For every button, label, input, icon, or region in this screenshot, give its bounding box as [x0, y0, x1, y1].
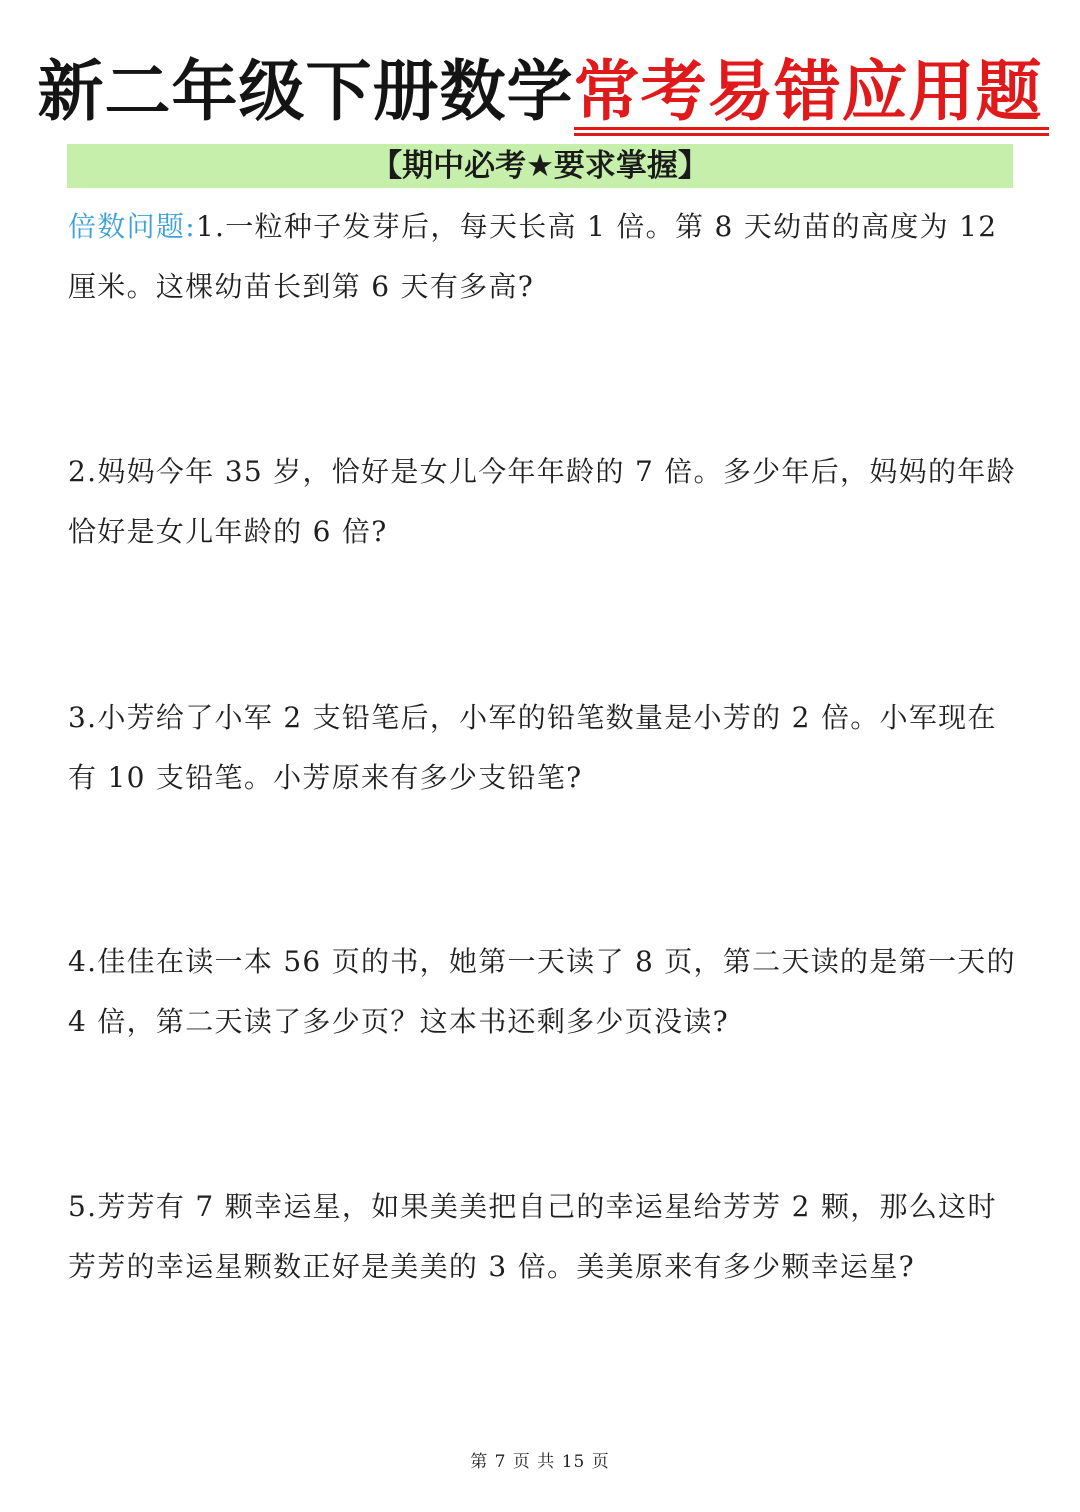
page-title: [0, 52, 1080, 132]
question-2-text: 2.妈妈今年 35 岁，恰好是女儿今年年龄的 7 倍。多少年后，妈妈的年龄恰好是女儿年龄的 6 倍?: [68, 455, 1016, 548]
question-3: [68, 688, 1018, 808]
category-label: 倍数问题:: [68, 210, 196, 243]
question-2: [68, 442, 1018, 562]
question-1: [68, 197, 1018, 317]
page-number: 第 7 页 共 15 页: [470, 1452, 610, 1472]
question-5-text: 5.芳芳有 7 颗幸运星，如果美美把自己的幸运星给芳芳 2 颗，那么这时芳芳的幸运星颗数正好是美美的 3 倍。美美原来有多少颗幸运星?: [68, 1190, 997, 1283]
title-highlight-text: 常考易错应用题: [573, 53, 1043, 130]
requirement-banner: 【期中必考★要求掌握】: [67, 144, 1013, 188]
question-1-text: 1.一粒种子发芽后，每天长高 1 倍。第 8 天幼苗的高度为 12 厘米。这棵幼苗长到第 6 天有多高?: [68, 210, 998, 303]
question-4-text: 4.佳佳在读一本 56 页的书，她第一天读了 8 页，第二天读的是第一天的 4 倍，第二天读了多少页？这本书还剩多少页没读?: [68, 945, 1016, 1038]
question-5: [68, 1177, 1018, 1297]
question-3-text: 3.小芳给了小军 2 支铅笔后，小军的铅笔数量是小芳的 2 倍。小军现在有 10 支铅笔。小芳原来有多少支铅笔?: [68, 701, 997, 794]
title-main-text: 新二年级下册数学: [37, 53, 574, 130]
question-4: [68, 932, 1018, 1052]
